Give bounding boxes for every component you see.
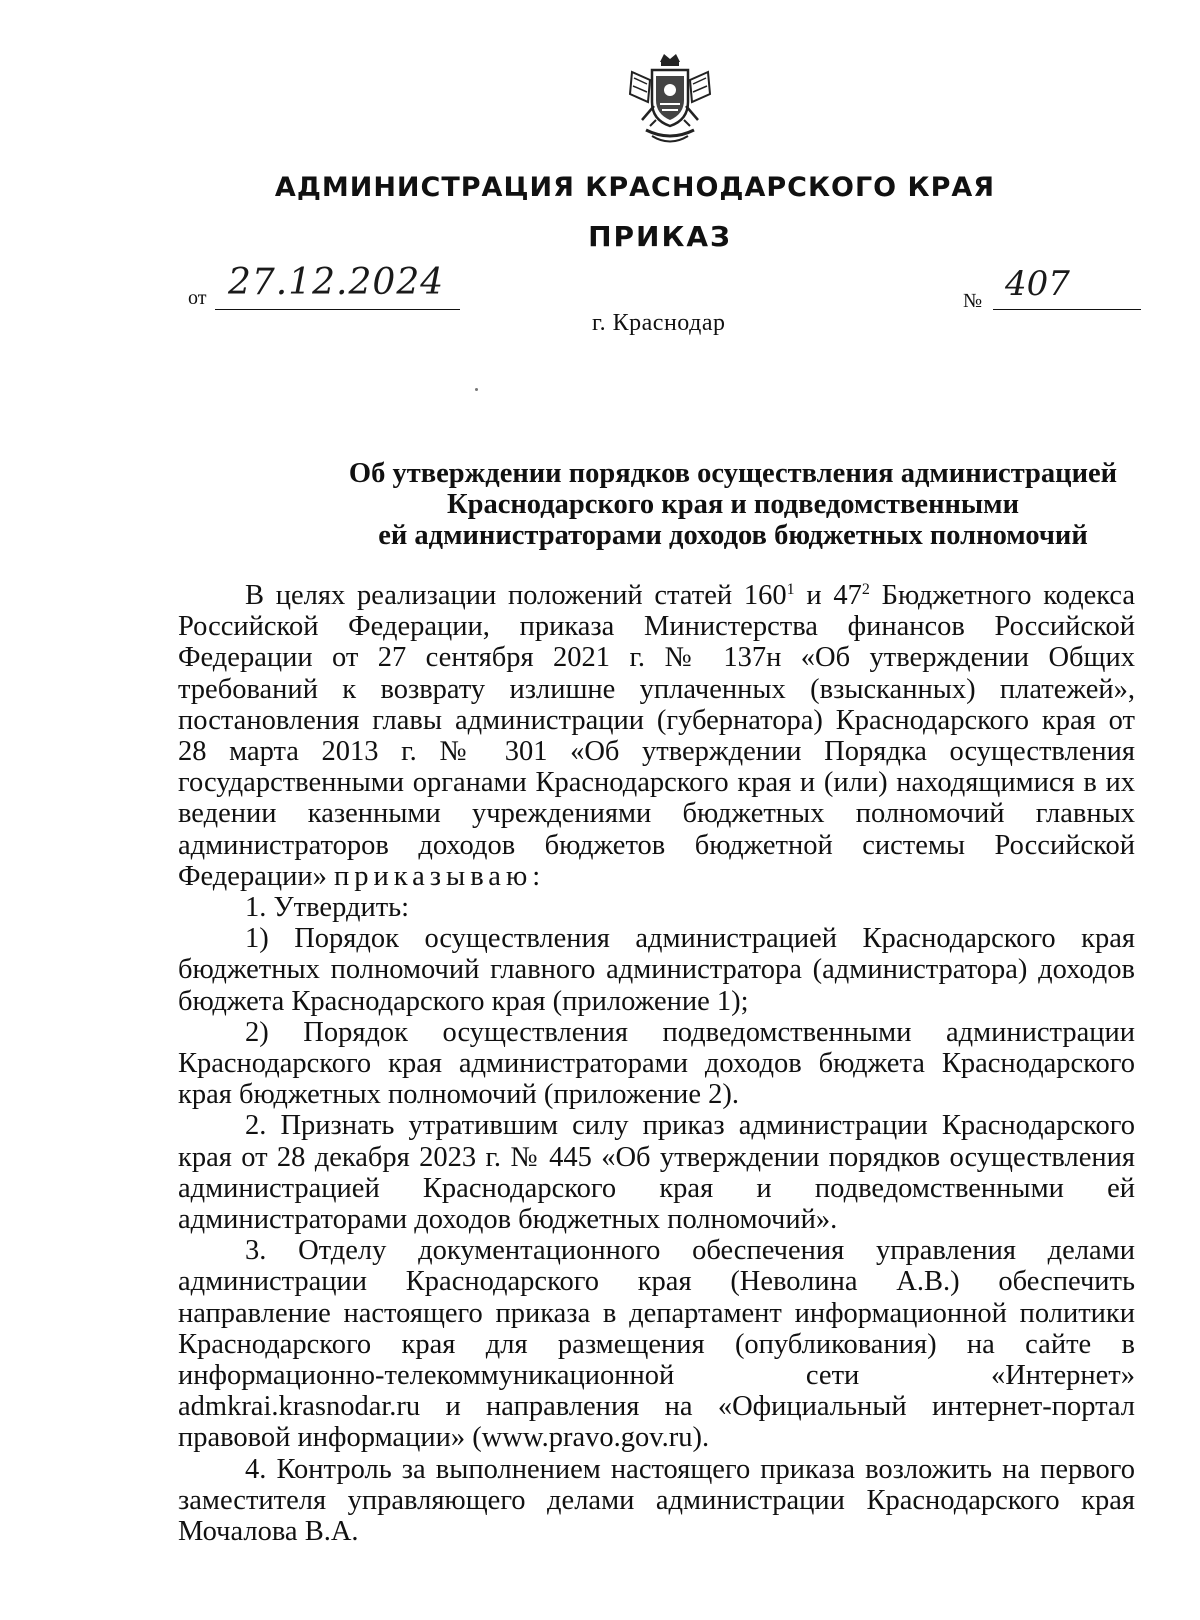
preamble-text-c: Бюджетного кодекса Российской Федерации, приказа Министерства финансов Российской Федерации от 27 сентября 2021 г. № 137н «Об утверждении Общих требований к возврату излишне уплаченных (взысканных) платежей», постановления главы администрации (губернатора) Краснодарского края от 28 марта 2013 г. № 301 «Об утверждении Порядка осуществления государственными органами Краснодарского края и (или) находящимися в их ведении казенными учреждениями бюджетных полномочий главных администраторов доходов бюджетов бюджетной системы Российской Федерации» [178, 580, 1135, 892]
preamble-sup-1: 1 [786, 581, 795, 598]
item-3: 3. Отделу документационного обеспечения управления делами администрации Краснодарского края (Неволина А.В.) обеспечить направление настоящего приказа в департамент информационной политики Краснодарского края для размещения (опубликования) на сайте в информационно-телекоммуникационной сети «Интернет» admkrai.krasnodar.ru и направления на «Официальный интернет-портал правовой информации» (www.pravo.gov.ru). [178, 1235, 1135, 1454]
title-line-1: Об утверждении порядков осуществления администрацией [348, 458, 1118, 489]
preamble-text-b: и 47 [794, 580, 862, 611]
coat-of-arms-icon [620, 50, 720, 150]
number-label: № [963, 290, 983, 312]
item-1-2: 2) Порядок осуществления подведомственными администрации Краснодарского края администраторами доходов бюджета Краснодарского края бюджетных полномочий (приложение 2). [178, 1016, 1135, 1111]
number-underline [993, 309, 1141, 310]
preamble-paragraph [178, 580, 1135, 892]
item-1: 1. Утвердить: [245, 892, 410, 924]
title-line-3: ей администраторами доходов бюджетных полномочий [378, 520, 1088, 551]
date-label: от [188, 287, 207, 309]
document-body [178, 580, 1135, 1547]
item-4: 4. Контроль за выполнением настоящего приказа возложить на первого заместителя управляющего делами администрации Краснодарского края Мочалова В.А. [178, 1453, 1135, 1548]
item-2: 2. Признать утратившим силу приказ администрации Краснодарского края от 28 декабря 2023 г. № 445 «Об утверждении порядков осуществления администрацией Краснодарского края и подведомственными ей администраторами доходов бюджетных полномочий». [178, 1110, 1135, 1236]
organization-name: АДМИНИСТРАЦИЯ КРАСНОДАРСКОГО КРАЯ [274, 172, 996, 203]
document-title [178, 458, 1200, 551]
item-1-1: 1) Порядок осуществления администрацией Краснодарского края бюджетных полномочий главного администратора (администратора) доходов бюджета Краснодарского края (приложение 1); [178, 923, 1135, 1017]
title-line-2: Краснодарского края и подведомственными [446, 489, 1020, 520]
preamble-sup-2: 2 [861, 581, 870, 598]
handwritten-number: 407 [1005, 264, 1070, 304]
scan-speck [475, 388, 478, 391]
order-word: приказываю [333, 860, 533, 892]
preamble-end: : [532, 860, 541, 892]
handwritten-date: 27.12.2024 [228, 262, 445, 303]
date-underline [215, 309, 460, 310]
preamble-text-a: В целях реализации положений статей 160 [245, 580, 787, 611]
city: г. Краснодар [592, 310, 726, 336]
document-type: ПРИКАЗ [588, 220, 732, 253]
